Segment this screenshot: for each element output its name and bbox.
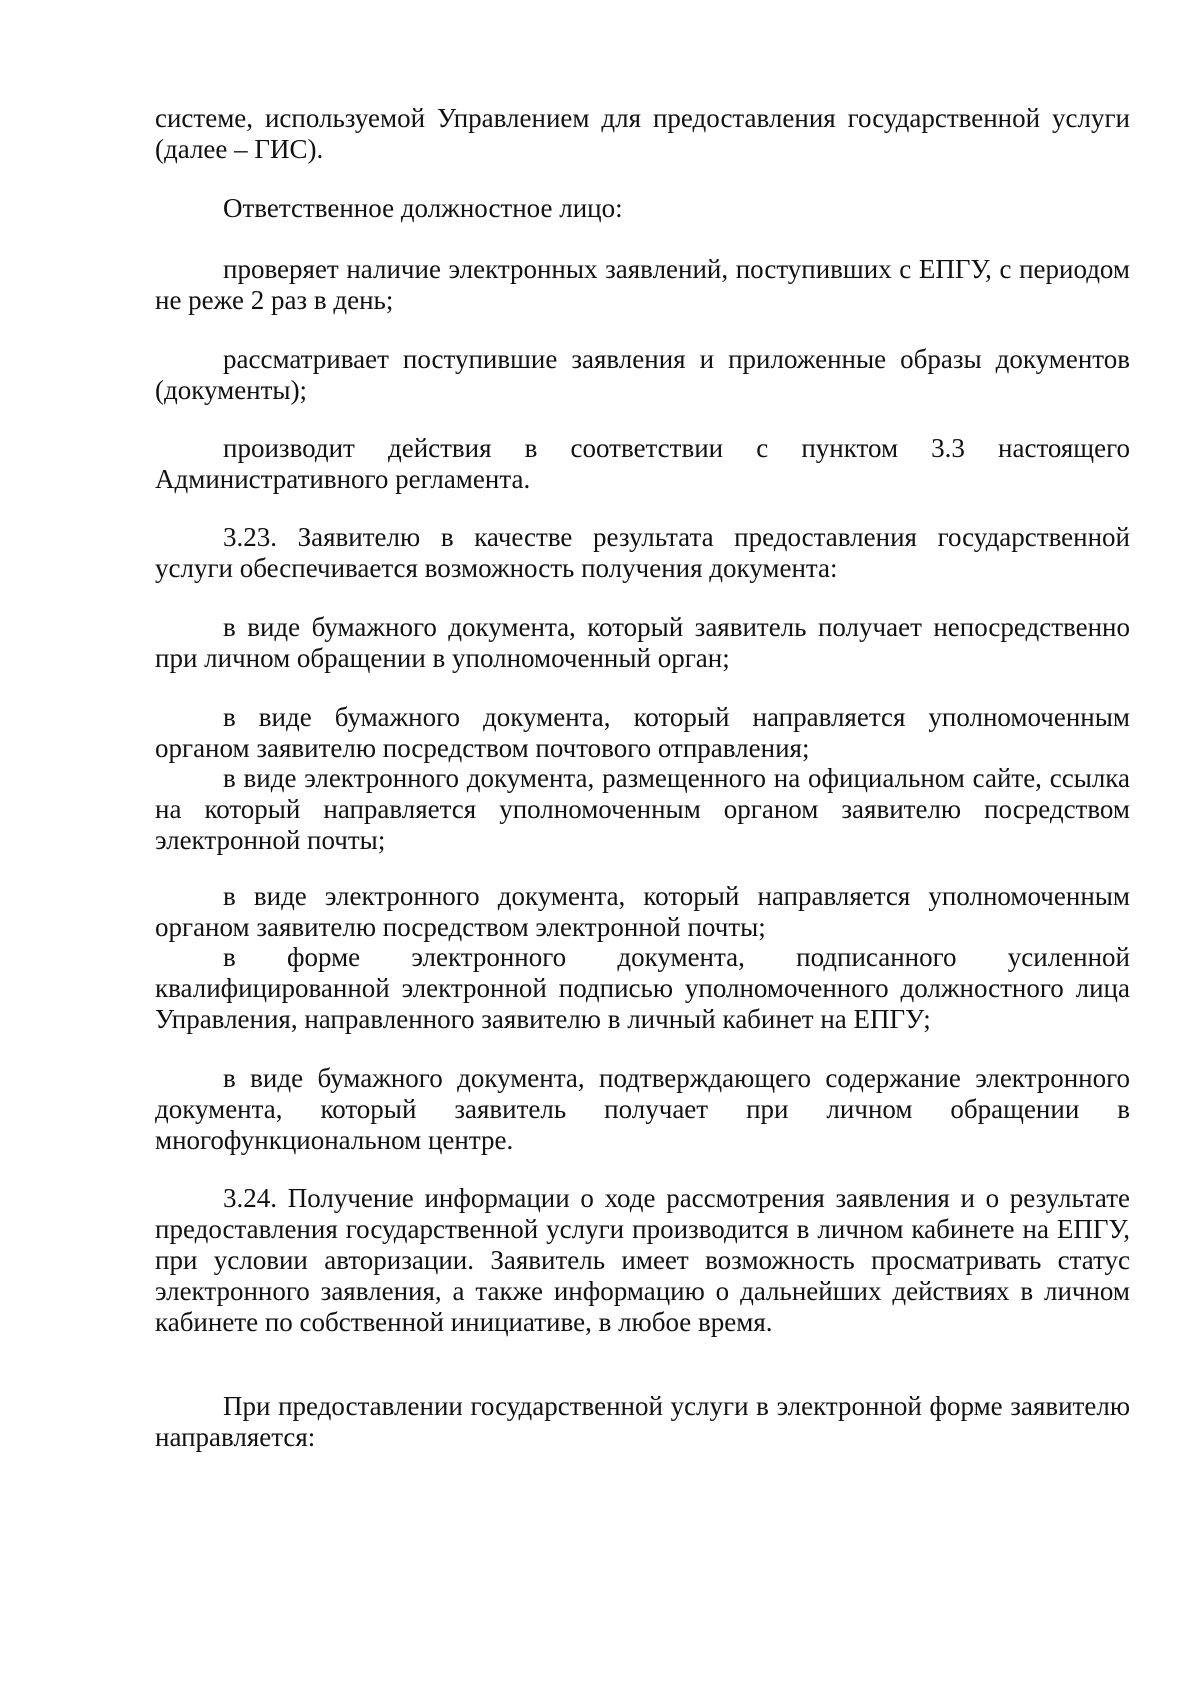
paragraph-paper-mail: в виде бумажного документа, который направляется уполномоченным органом заявителю посредством почтового отправления; <box>155 702 1130 763</box>
paragraph-continuation: системе, используемой Управлением для предоставления государственной услуги (далее – ГИС). <box>155 103 1130 164</box>
paragraph-paper-personal: в виде бумажного документа, который заявитель получает непосредственно при личном обращении в уполномоченный орган; <box>155 612 1130 673</box>
paragraph-reviews-documents: рассматривает поступившие заявления и приложенные образы документов (документы); <box>155 344 1130 405</box>
paragraph-electronic-form: При предоставлении государственной услуги в электронной форме заявителю направляется: <box>155 1391 1130 1452</box>
paragraph-checks-applications: проверяет наличие электронных заявлений, поступивших с ЕПГУ, с периодом не реже 2 раз в день; <box>155 254 1130 315</box>
paragraph-paper-mfc: в виде бумажного документа, подтверждающего содержание электронного документа, который заявитель получает при личном обращении в многофункциональном центре. <box>155 1063 1130 1155</box>
paragraph-3-23: 3.23. Заявителю в качестве результата предоставления государственной услуги обеспечивается возможность получения документа: <box>155 522 1130 583</box>
paragraph-electronic-website: в виде электронного документа, размещенного на официальном сайте, ссылка на который направляется уполномоченным органом заявителю посредством электронной почты; <box>155 763 1130 855</box>
paragraph-performs-actions: производит действия в соответствии с пунктом 3.3 настоящего Административного регламента. <box>155 433 1130 494</box>
paragraph-electronic-email: в виде электронного документа, который направляется уполномоченным органом заявителю посредством электронной почты; <box>155 881 1130 942</box>
paragraph-3-24: 3.24. Получение информации о ходе рассмотрения заявления и о результате предоставления государственной услуги производится в личном кабинете на ЕПГУ, при условии авторизации. Заявитель имеет возможность просматривать статус электронного заявления, а также информацию о дальнейших действиях в личном кабинете по собственной инициативе, в любое время. <box>155 1183 1130 1337</box>
paragraph-electronic-signed: в форме электронного документа, подписанного усиленной квалифицированной электронной подписью уполномоченного должностного лица Управления, направленного заявителю в личный кабинет на ЕПГУ; <box>155 942 1130 1034</box>
paragraph-responsible-person: Ответственное должностное лицо: <box>223 193 623 223</box>
